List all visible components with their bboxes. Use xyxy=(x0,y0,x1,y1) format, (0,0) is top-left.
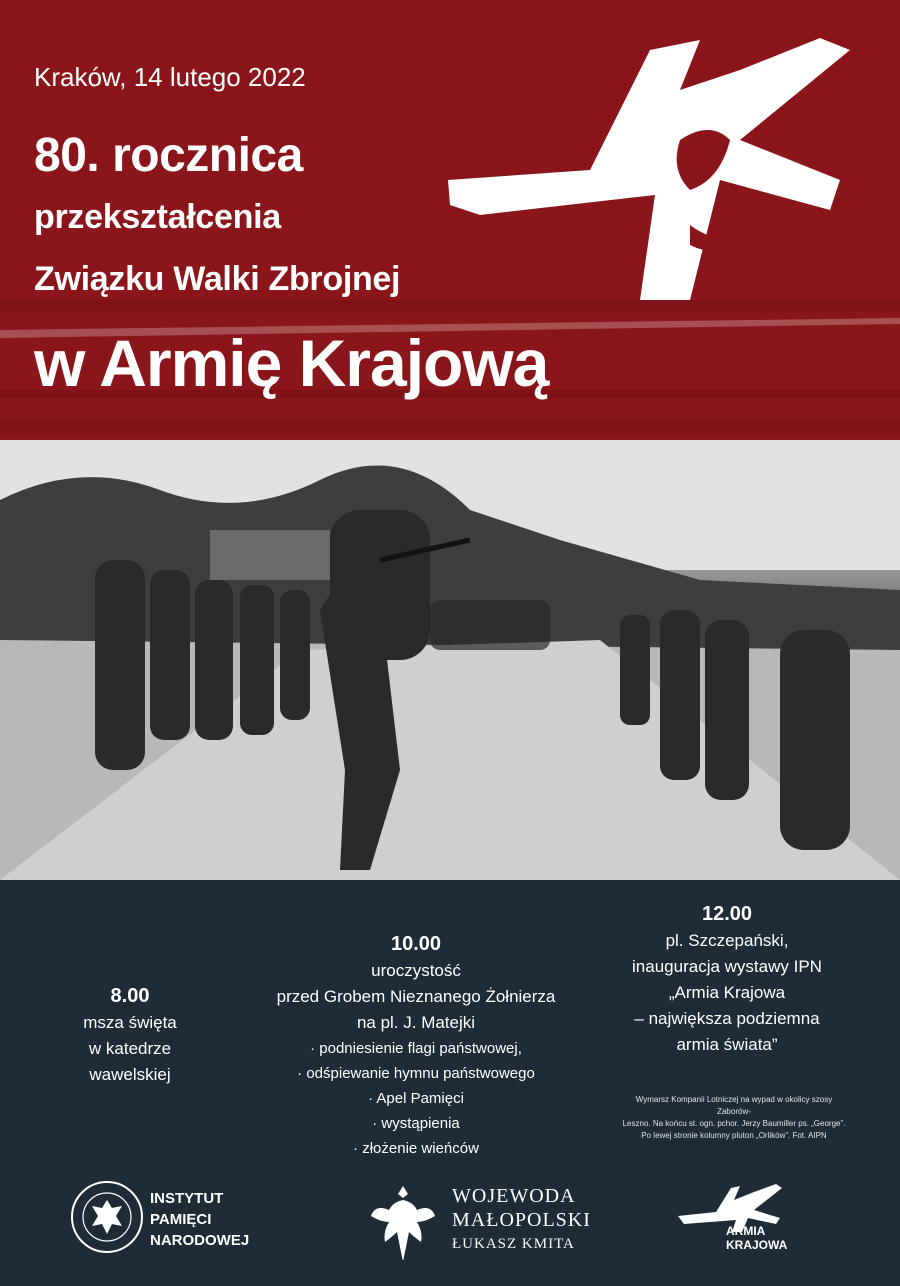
ipn-line: NARODOWEJ xyxy=(150,1232,250,1249)
event-line: pl. Szczepański, xyxy=(665,931,789,950)
photo-caption xyxy=(618,1094,850,1142)
event-time: 10.00 xyxy=(390,933,442,955)
event-line: przed Grobem Nieznanego Żołnierza xyxy=(276,987,556,1006)
event-time: 8.00 xyxy=(110,985,150,1007)
ipn-logo-text xyxy=(150,1188,249,1251)
eagle-emblem-icon xyxy=(368,1180,438,1260)
event-line: uroczystość xyxy=(371,961,461,980)
event-line: – największa podziemna xyxy=(634,1009,820,1028)
wojewoda-line: MAŁOPOLSKI xyxy=(452,1209,591,1231)
ipn-line: PAMIĘCI xyxy=(150,1211,212,1228)
event-bullet: · złożenie wieńców xyxy=(353,1140,479,1157)
event-8-00 xyxy=(60,982,200,1088)
event-bullet: · odśpiewanie hymnu państwowego xyxy=(297,1065,535,1082)
event-bullet: · Apel Pamięci xyxy=(368,1090,464,1107)
wojewoda-logo-text xyxy=(452,1184,591,1256)
location-date: Kraków, 14 lutego 2022 xyxy=(34,62,306,92)
event-10-00 xyxy=(266,930,566,1161)
event-line: msza święta xyxy=(83,1013,177,1032)
historic-photo xyxy=(0,440,900,910)
title-line-1: 80. rocznica xyxy=(34,129,303,182)
ipn-line: INSTYTUT xyxy=(150,1190,224,1207)
wojewoda-name: ŁUKASZ KMITA xyxy=(452,1236,575,1252)
event-bullet: · podniesienie flagi państwowej, xyxy=(310,1040,522,1057)
ak-line: ARMIA xyxy=(726,1224,766,1238)
event-time: 12.00 xyxy=(701,903,753,925)
wojewoda-line: WOJEWODA xyxy=(452,1185,576,1207)
event-line: armia świata” xyxy=(676,1035,778,1054)
event-bullet: · wystąpienia xyxy=(372,1115,460,1132)
event-line: „Armia Krajowa xyxy=(668,983,786,1002)
title-line-2: przekształcenia xyxy=(34,198,281,236)
caption-line: Leszno. Na końcu st. ogn. pchor. Jerzy Baumiller ps. „George”. xyxy=(622,1119,846,1128)
event-line: w katedrze xyxy=(88,1039,172,1058)
title-line-4: w Armię Krajową xyxy=(34,326,549,400)
ak-line: KRAJOWA xyxy=(726,1238,788,1252)
title-line-3: Związku Walki Zbrojnej xyxy=(34,260,401,298)
caption-line: Po lewej stronie kolumny pluton „Orlików”. Fot. AIPN xyxy=(641,1131,827,1140)
caption-line: Wymarsz Kompanii Lotniczej na wypad w okolicy szosy Zaborów- xyxy=(635,1095,833,1116)
ak-anchor-emblem xyxy=(440,30,860,310)
event-12-00 xyxy=(616,900,838,1058)
ak-logo-text xyxy=(726,1224,787,1252)
event-line: inauguracja wystawy IPN xyxy=(632,957,822,976)
event-line: na pl. J. Matejki xyxy=(356,1013,476,1032)
event-line: wawelskiej xyxy=(89,1065,171,1084)
ipn-seal-icon xyxy=(70,1180,144,1254)
